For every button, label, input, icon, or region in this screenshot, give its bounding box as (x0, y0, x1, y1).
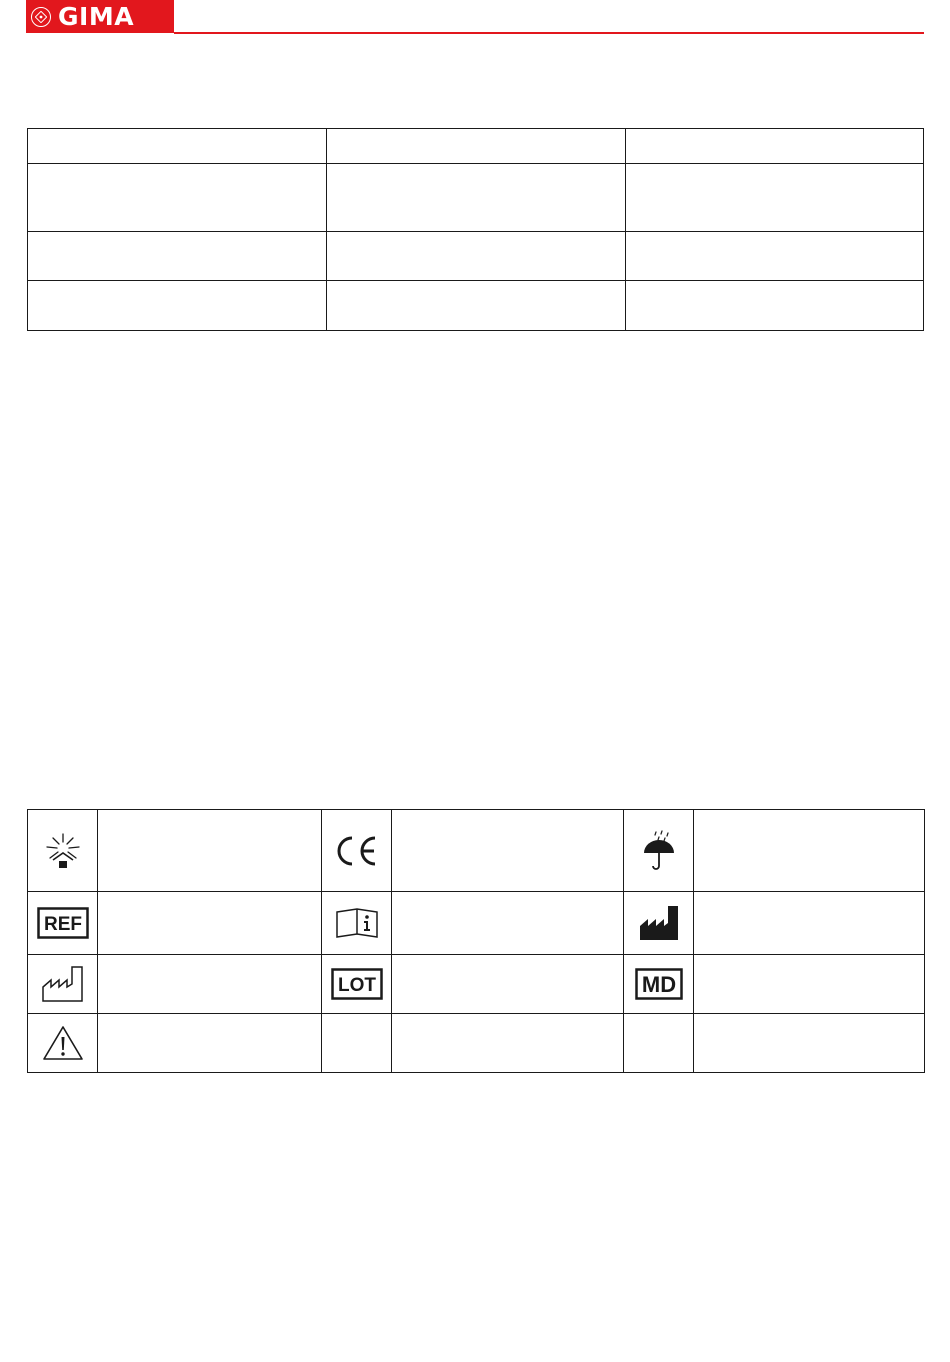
table-cell (28, 232, 327, 281)
symbol-description (694, 955, 925, 1014)
table-cell (626, 232, 924, 281)
table-row (28, 164, 924, 232)
symbol-description (392, 1014, 624, 1073)
svg-text:MD: MD (641, 972, 676, 997)
table-row (28, 129, 924, 164)
gima-emblem-icon (31, 7, 51, 27)
table-row (28, 1014, 925, 1073)
empty-icon-cell (322, 1014, 392, 1073)
symbol-description (98, 955, 322, 1014)
table-cell (626, 164, 924, 232)
table-cell (327, 232, 626, 281)
symbol-description (98, 892, 322, 955)
keep-away-from-sunlight-icon (28, 810, 98, 892)
symbol-description (392, 955, 624, 1014)
specification-table (27, 128, 924, 331)
symbol-description (98, 810, 322, 892)
table-cell (327, 164, 626, 232)
table-row (28, 232, 924, 281)
date-of-manufacture-icon (28, 955, 98, 1014)
gima-logo (26, 0, 174, 33)
table-row (28, 810, 925, 892)
lot-batch-code-icon (322, 955, 392, 1014)
page-header (26, 0, 924, 34)
table-cell (28, 129, 327, 164)
keep-dry-icon (624, 810, 694, 892)
consult-instructions-icon (322, 892, 392, 955)
empty-icon-cell (624, 1014, 694, 1073)
symbol-description (392, 892, 624, 955)
symbols-table (27, 809, 925, 1073)
svg-text:LOT: LOT (337, 975, 376, 996)
caution-warning-icon (28, 1014, 98, 1073)
table-cell (327, 281, 626, 331)
symbol-description (392, 810, 624, 892)
table-cell (626, 129, 924, 164)
table-cell (327, 129, 626, 164)
table-cell (28, 281, 327, 331)
symbol-description (694, 810, 925, 892)
symbol-description (98, 1014, 322, 1073)
table-cell (28, 164, 327, 232)
table-row (28, 955, 925, 1014)
table-cell (626, 281, 924, 331)
table-row (28, 892, 925, 955)
ref-catalogue-number-icon (28, 892, 98, 955)
brand-name: GIMA (58, 2, 135, 31)
header-rule (174, 32, 924, 34)
ce-mark-icon (322, 810, 392, 892)
table-row (28, 281, 924, 331)
medical-device-icon (624, 955, 694, 1014)
symbol-description (694, 1014, 925, 1073)
manufacturer-icon (624, 892, 694, 955)
symbol-description (694, 892, 925, 955)
svg-text:REF: REF (43, 914, 82, 935)
